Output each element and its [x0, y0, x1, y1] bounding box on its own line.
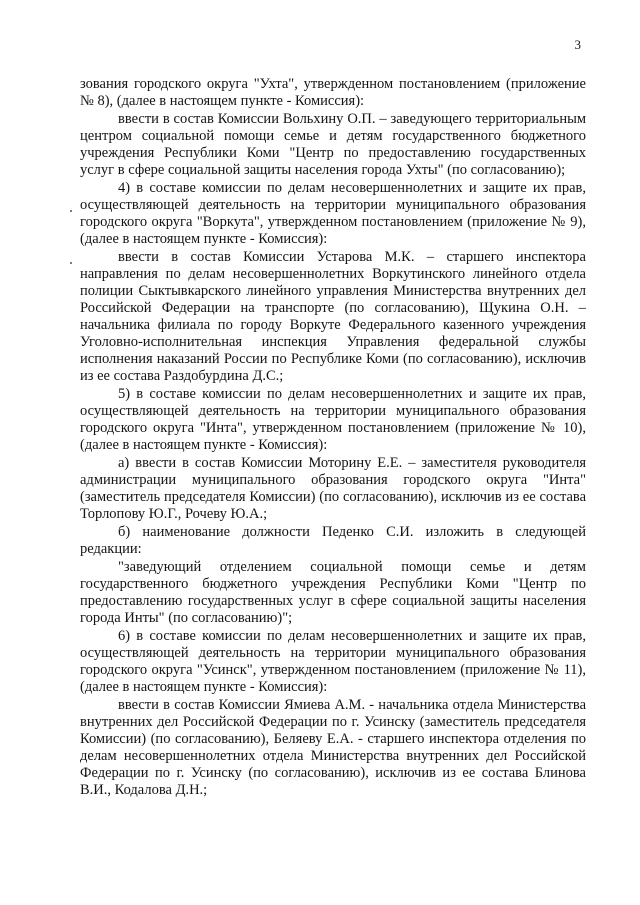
document-body [80, 76, 586, 799]
paragraph: зования городского округа "Ухта", утвержденном постановлением (приложение № 8), (далее в настоящем пункте - Комиссия): [80, 76, 586, 109]
paragraph: 4) в составе комиссии по делам несовершеннолетних и защите их прав, осуществляющей деятельность на территории муниципального образования городского округа "Воркута", утвержденном постановлением (приложение № 9), (далее в настоящем пункте - Комиссия): [80, 180, 586, 247]
paragraph: б) наименование должности Педенко С.И. изложить в следующей редакции: [80, 524, 586, 557]
paragraph: а) ввести в состав Комиссии Моторину Е.Е. – заместителя руководителя администрации муниципального образования городского округа "Инта" (заместитель председателя Комиссии) (по согласованию), исключив из ее состава Торлопову Ю.Г., Рочеву Ю.А.; [80, 455, 586, 522]
paragraph: "заведующий отделением социальной помощи семье и детям государственного бюджетного учреждения Республики Коми "Центр по предоставлению государственных услуг в сфере социальной защиты населения города Инты" (по согласованию)"; [80, 559, 586, 626]
scan-mark-bottom [70, 262, 72, 264]
paragraph: 5) в составе комиссии по делам несовершеннолетних и защите их прав, осуществляющей деятельность на территории муниципального образования городского округа "Инта", утвержденном постановлением (приложение № 10), (далее в настоящем пункте - Комиссия): [80, 386, 586, 453]
paragraph: ввести в состав Комиссии Вольхину О.П. – заведующего территориальным центром социальной помощи семье и детям государственного бюджетного учреждения Республики Коми "Центр по предоставлению государственных услуг в сфере социальной защиты населения города Ухты" (по согласованию); [80, 111, 586, 178]
paragraph: 6) в составе комиссии по делам несовершеннолетних и защите их прав, осуществляющей деятельность на территории муниципального образования городского округа "Усинск", утвержденном постановлением (приложение № 11), (далее в настоящем пункте - Комиссия): [80, 628, 586, 695]
paragraph: ввести в состав Комиссии Устарова М.К. – старшего инспектора направления по делам несовершеннолетних Воркутинского линейного отдела полиции Сыктывкарского линейного управления Министерства внутренних дел Российской Федерации на транспорте (по согласованию), Щукина О.Н. – начальника филиала по городу Воркуте Федерального казенного учреждения Уголовно-исполнительная инспекция Управления федеральной службы исполнения наказаний России по Республике Коми (по согласованию), исключив из ее состава Раздобурдина Д.С.; [80, 249, 586, 384]
paragraph: ввести в состав Комиссии Ямиева А.М. - начальника отдела Министерства внутренних дел Российской Федерации по г. Усинску (заместитель председателя Комиссии) (по согласованию), Беляеву Е.А. - старшего инспектора отделения по делам несовершеннолетних отдела Министерства внутренних дел Российской Федерации по г. Усинску (по согласованию), исключив из ее состава Блинова В.И., Кодалова Д.Н.; [80, 697, 586, 798]
scan-mark-top [70, 210, 72, 212]
page-number: 3 [574, 37, 581, 52]
